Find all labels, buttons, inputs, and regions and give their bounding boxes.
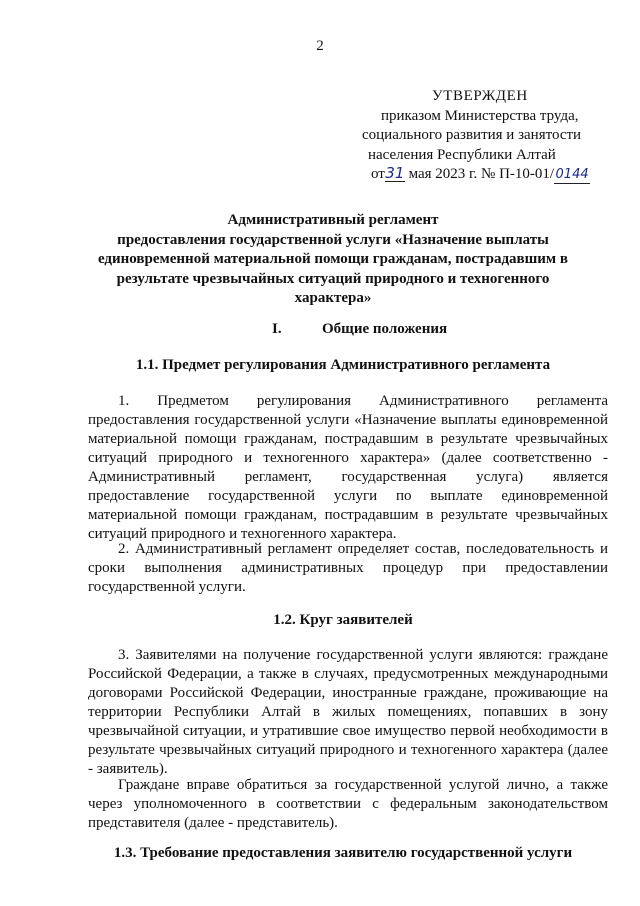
approval-line-1: приказом Министерства труда, <box>381 107 579 124</box>
title-line-5: характера» <box>294 290 372 306</box>
paragraph-1: 1. Предметом регулирования Административного регламента предоставления государственной услуги «Назначение выплаты единовременной материальной помощи гражданам, пострадавшим в результате чрезвычайных ситуаций природного и техногенного характера» (далее соответственно - Административный регламент, государственная услуга) является предоставление государственной услуги по выплате единовременной материальной помощи гражданам, пострадавшим в результате чрезвычайных ситуаций природного и техногенного характера. <box>88 393 608 542</box>
section-number: I. <box>272 321 282 337</box>
approval-heading: УТВЕРЖДЕН <box>432 88 528 104</box>
subsection-1-1-heading: 1.1. Предмет регулирования Административного регламента <box>135 357 551 373</box>
approval-date-line <box>340 165 620 185</box>
paragraph-2: 2. Административный регламент определяет состав, последовательность и сроки выполнения административных процедур при предоставлении государственной услуги. <box>88 541 608 595</box>
approval-line-2: социального развития и занятости <box>362 127 582 143</box>
paragraph-3: 3. Заявителями на получение государственной услуги являются: граждане Российской Федерации, а также в случаях, предусмотренных международными договорами Российской Федерации, иностранные граждане, проживающие на территории Республики Алтай в жилых помещениях, попавших в зону чрезвычайной ситуации, и утратившие свое имущество первой необходимости в результате чрезвычайных ситуаций природного и техногенного характера (далее - заявитель). <box>88 647 608 777</box>
date-prefix: от <box>371 166 385 182</box>
paragraph-4: Граждане вправе обратиться за государственной услугой лично, а также через уполномоченного в соответствии с федеральным законодательством представителя (далее - представитель). <box>88 777 608 831</box>
section-name: Общие положения <box>322 321 448 337</box>
title-line-1: Административный регламент <box>227 212 439 228</box>
handwritten-date-day: 31 <box>385 164 405 182</box>
page-number: 2 <box>316 38 324 54</box>
approval-line-3: населения Республики Алтай <box>368 146 556 163</box>
document-title <box>76 211 590 309</box>
title-line-3: единовременной материальной помощи гражданам, пострадавшим в <box>97 251 569 267</box>
date-rest: мая 2023 г. № П-10-01/ <box>408 166 555 182</box>
subsection-1-2-heading: 1.2. Круг заявителей <box>273 612 413 628</box>
handwritten-order-number: 0144 <box>555 167 589 182</box>
subsection-1-3-heading: 1.3. Требование предоставления заявителю государственной услуги <box>113 845 573 861</box>
title-line-2: предоставления государственной услуги «Назначение выплаты <box>117 231 549 248</box>
approval-block <box>340 87 620 185</box>
title-line-4: результате чрезвычайных ситуаций природного и техногенного <box>116 270 550 287</box>
